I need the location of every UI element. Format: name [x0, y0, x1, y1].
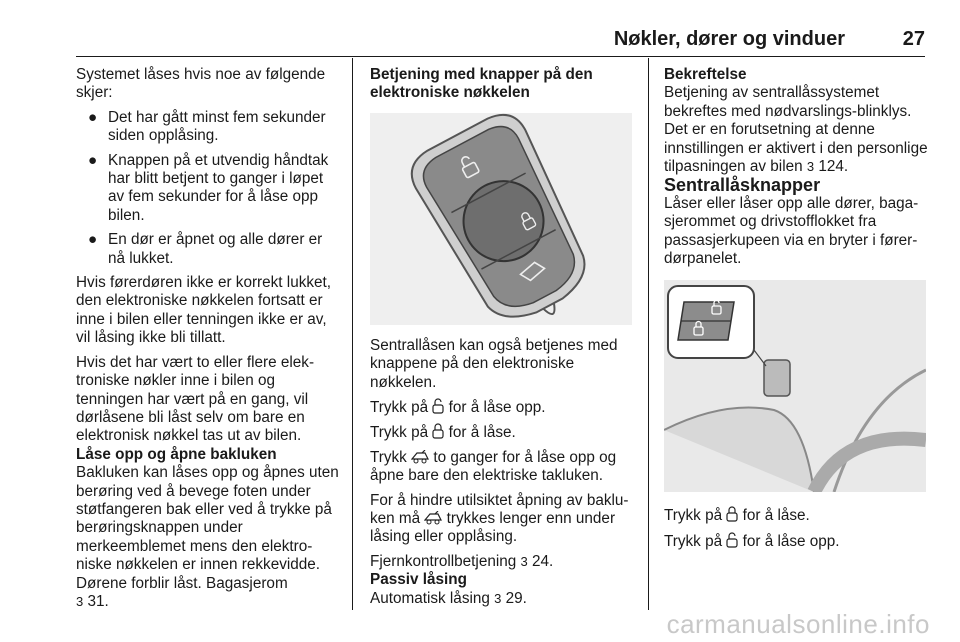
column-3 — [664, 66, 930, 551]
paragraph: Sentrallåsen kan også betjenes med knappene på den elektroniske nøkkelen. — [370, 336, 618, 391]
instruction-text: for å låse. — [742, 507, 810, 525]
column-divider-2 — [648, 58, 649, 610]
trunk-instruction — [370, 449, 636, 486]
unlock-icon — [726, 532, 738, 548]
tailgate-icon — [424, 511, 442, 525]
lock-instruction — [664, 506, 930, 525]
paragraph: Hvis førerdøren ikke er korrekt lukket, den elektroniske nøkkelen fortsatt er inne i bilen eller tenningen ikke er av, vil låsing ikke bli tillatt. — [76, 274, 332, 347]
unlock-instruction — [370, 398, 636, 417]
instruction-text: to ganger for å låse opp og åpne bare den elektriske takluken. — [370, 448, 617, 485]
paragraph-text: Betjening av sentrallåssystemet bekreftes med nødvarslings-blinklys. Det er en forutsetning at denne innstillingen er aktivert i den personlige tilpasningen av bilen — [664, 84, 928, 176]
lock-icon — [432, 423, 444, 439]
paragraph-text: trykkes lenger enn under låsing eller opplåsing. — [370, 510, 616, 546]
bullet-icon: ● — [88, 231, 98, 249]
bullet-icon: ● — [88, 108, 98, 126]
paragraph: Låser eller låser opp alle dører, bagasjerommet og drivstofflokket fra passasjerkupeen via en bryter i førerdørpanelet. — [664, 194, 919, 268]
paragraph — [370, 492, 636, 547]
unlock-instruction — [664, 532, 930, 551]
paragraph — [370, 590, 636, 608]
ref-arrow-icon: 3 — [494, 590, 502, 606]
section-heading: Sentrallåsknapper — [664, 175, 821, 196]
paragraph-text: Automatisk låsing — [370, 589, 490, 607]
instruction-text: Trykk på — [664, 532, 723, 550]
instruction-text: for å låse opp. — [448, 399, 546, 417]
door-panel-illustration — [664, 280, 926, 492]
column-divider-1 — [352, 58, 353, 610]
section-heading: Låse opp og åpne bakluken — [76, 445, 277, 463]
paragraph: Hvis det har vært to eller flere elektroniske nøkler inne i bilen og tenningen har vært på en gang, vil dørlåsene bli låst selv om bare en elektronisk nøkkel tas ut av bilen. — [76, 353, 315, 445]
instruction-text: Trykk på — [664, 507, 723, 525]
paragraph-text: Fjernkontrollbetjening — [370, 552, 517, 570]
key-fob-illustration — [370, 113, 632, 325]
bullet-text: Det har gått minst fem sekunder siden opplåsing. — [108, 108, 326, 145]
instruction-text: Trykk — [370, 448, 407, 466]
header-rule — [76, 56, 925, 57]
paragraph-text: For å hindre utilsiktet åpning av bakluken må — [370, 491, 629, 528]
key-fob-icon — [370, 113, 632, 325]
lock-instruction — [370, 423, 636, 442]
list-item — [76, 152, 341, 226]
section-heading: Bekreftelse — [664, 66, 747, 83]
instruction-text: for å låse. — [448, 424, 516, 442]
page-reference-link[interactable]: 124. — [818, 158, 849, 176]
ref-arrow-icon: 3 — [76, 593, 84, 609]
intro-text: Systemet låses hvis noe av følgende skjer: — [76, 66, 326, 102]
column-1 — [76, 66, 341, 611]
list-item — [76, 231, 341, 268]
unlock-icon — [432, 398, 444, 414]
list-item — [76, 109, 341, 146]
lock-icon — [726, 506, 738, 522]
door-switch-icon — [664, 280, 926, 492]
ref-arrow-icon: 3 — [520, 553, 528, 569]
chapter-title: Nøkler, dører og vinduer — [613, 28, 845, 50]
paragraph — [370, 553, 636, 571]
section-heading: Passiv låsing — [370, 571, 467, 589]
instruction-text: for å låse opp. — [742, 532, 840, 550]
paragraph-text: Bakluken kan låses opp og åpnes uten berøring ved å bevege foten under støtfangeren bak eller ved å trykke på berøringsknappen under merkeemblemet mens den elektroniske nøkkelen er innen rekkevidde. Dørene forblir låst. Bagasjerom — [76, 464, 339, 592]
page-reference-link[interactable]: 31. — [87, 592, 109, 610]
bullet-text: En dør er åpnet og alle dører er nå lukket. — [108, 231, 323, 267]
page-reference-link[interactable]: 24. — [532, 552, 554, 570]
section-heading: Betjening med knapper på den elektroniske nøkkelen — [370, 66, 593, 102]
instruction-text: Trykk på — [370, 424, 429, 442]
bullet-text: Knappen på et utvendig håndtak har blitt betjent to ganger i løpet av fem sekunder for å låse opp bilen. — [108, 151, 329, 224]
paragraph — [76, 464, 341, 611]
page-header — [0, 0, 960, 58]
watermark: carmanualsonline.info — [666, 609, 930, 639]
instruction-text: Trykk på — [370, 399, 429, 417]
bullet-icon: ● — [88, 151, 98, 169]
column-2 — [370, 66, 636, 608]
page-reference-link[interactable]: 29. — [505, 589, 527, 607]
page-number: 27 — [902, 28, 925, 50]
paragraph — [664, 84, 930, 176]
tailgate-icon — [411, 450, 429, 464]
ref-arrow-icon: 3 — [806, 159, 815, 175]
